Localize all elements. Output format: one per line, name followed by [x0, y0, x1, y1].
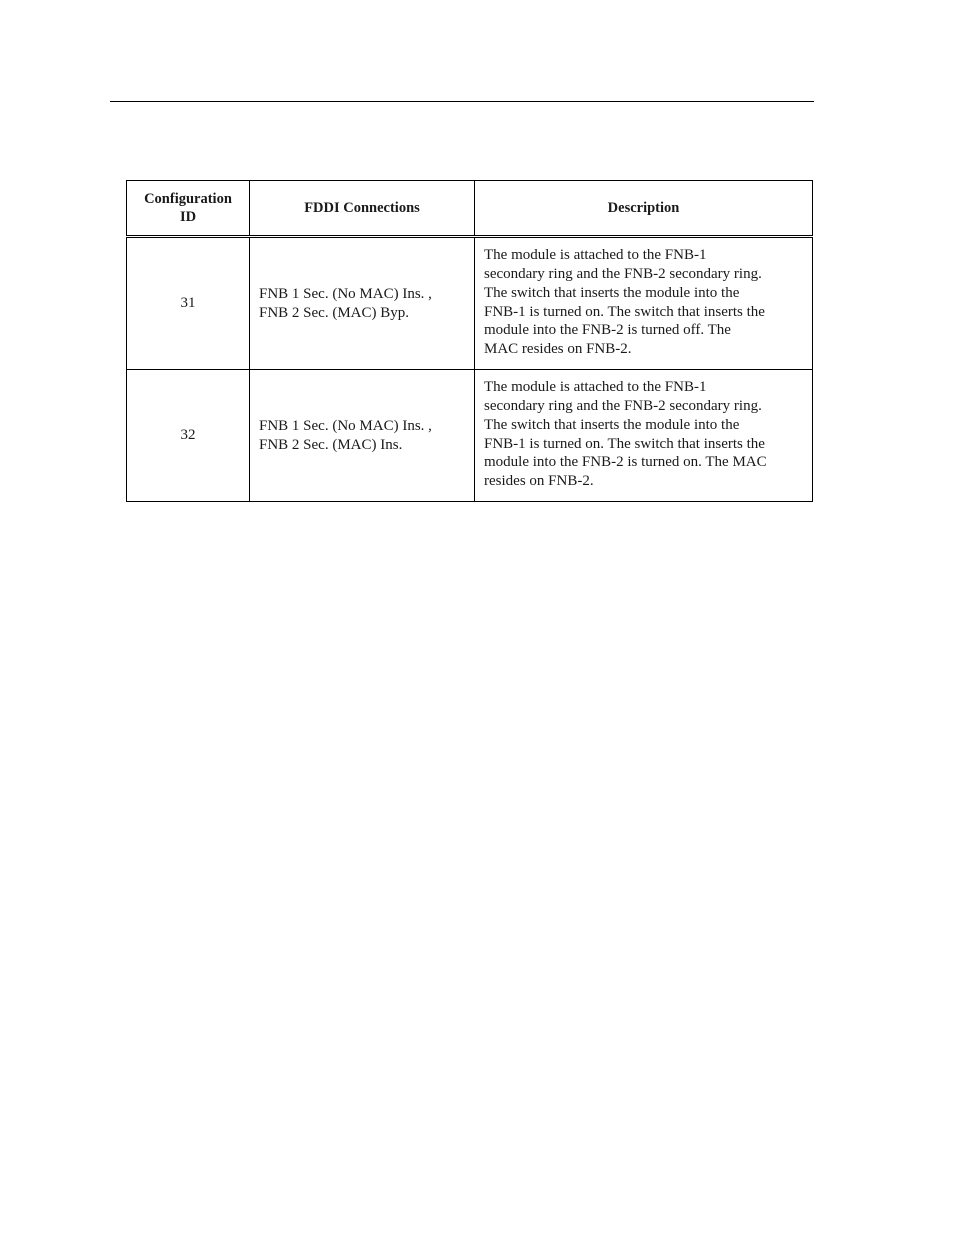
- table-row: [127, 237, 813, 370]
- fddi-connections-cell: FNB 1 Sec. (No MAC) Ins. , FNB 2 Sec. (MAC) Ins.: [250, 370, 475, 502]
- header-rule: [110, 101, 814, 102]
- header-description: Description: [475, 181, 813, 237]
- configuration-table: [126, 180, 813, 502]
- header-fddi-connections: FDDI Connections: [250, 181, 475, 237]
- fddi-connections-cell: FNB 1 Sec. (No MAC) Ins. , FNB 2 Sec. (MAC) Byp.: [250, 237, 475, 370]
- header-configuration-id: Configuration ID: [127, 181, 250, 237]
- description-cell: The module is attached to the FNB-1 secondary ring and the FNB-2 secondary ring. The switch that inserts the module into the FNB-1 is turned on. The switch that inserts the module into the FNB-2 is turned on. The MAC resides on FNB-2.: [475, 370, 813, 502]
- table-row: [127, 370, 813, 502]
- table-header-row: [127, 181, 813, 237]
- description-cell: The module is attached to the FNB-1 secondary ring and the FNB-2 secondary ring. The switch that inserts the module into the FNB-1 is turned on. The switch that inserts the module into the FNB-2 is turned off. The MAC resides on FNB-2.: [475, 237, 813, 370]
- configuration-id-cell: 31: [127, 237, 250, 370]
- configuration-id-cell: 32: [127, 370, 250, 502]
